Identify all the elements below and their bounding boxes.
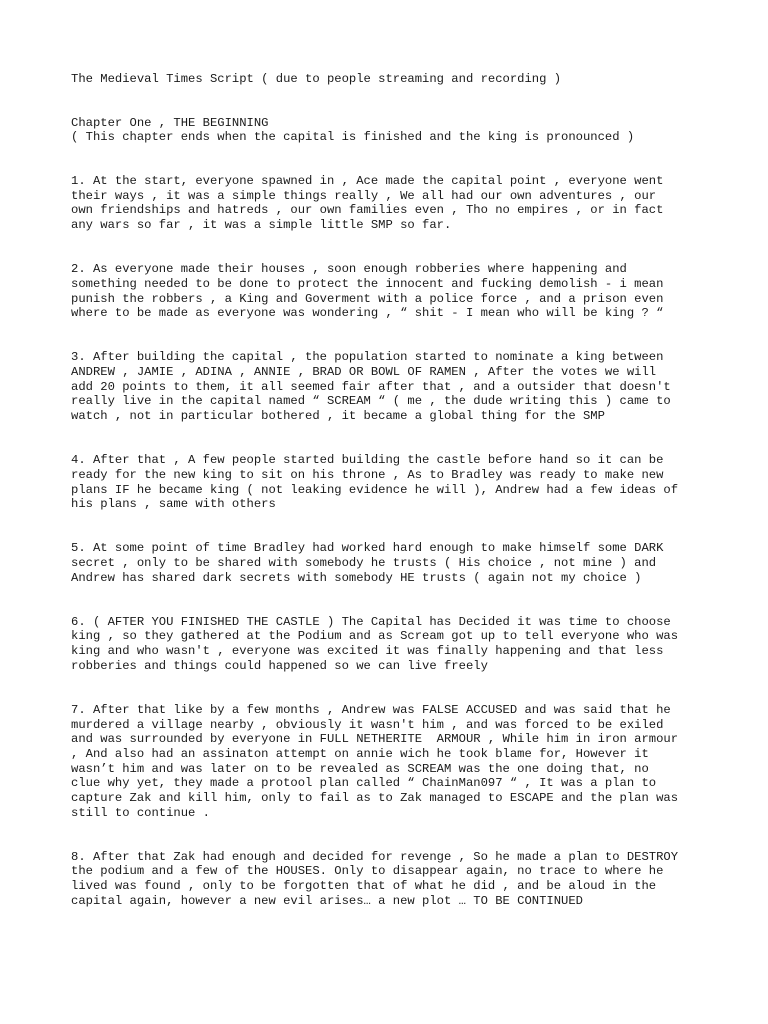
paragraph-line: , And also had an assinaton attempt on annie wich he took blame for, However it: [71, 746, 649, 761]
paragraph-line: punish the robbers , a King and Goverment with a police force , and a prison even: [71, 291, 664, 306]
paragraph-line: robberies and things could happened so we can live freely: [71, 658, 488, 673]
paragraph-line: where to be made as everyone was wondering , “ shit - I mean who will be king ? “: [71, 306, 664, 321]
paragraph-line: 4. After that , A few people started building the castle before hand so it can be: [71, 453, 664, 468]
paragraph-line: 1. At the start, everyone spawned in , Ace made the capital point , everyone went: [71, 174, 664, 189]
paragraph-line: add 20 points to them, it all seemed fair after that , and a outsider that doesn't: [71, 379, 671, 394]
paragraph-4: [71, 453, 711, 512]
paragraph-line: 8. After that Zak had enough and decided for revenge , So he made a plan to DESTROY: [71, 849, 679, 864]
paragraph-line: 3. After building the capital , the population started to nominate a king between: [71, 350, 664, 365]
paragraph-line: own friendships and hatreds , our own families even , Tho no empires , or in fact: [71, 203, 664, 218]
paragraph-line: watch , not in particular bothered , it became a global thing for the SMP: [71, 409, 605, 424]
paragraph-3: [71, 350, 711, 423]
paragraph-line: ready for the new king to sit on his throne , As to Bradley was ready to make new: [71, 467, 664, 482]
chapter-heading: Chapter One , THE BEGINNING: [71, 115, 269, 130]
paragraph-line: his plans , same with others: [71, 497, 276, 512]
paragraph-line: 6. ( AFTER YOU FINISHED THE CASTLE ) The Capital has Decided it was time to choose: [71, 614, 671, 629]
paragraph-line: something needed to be done to protect the innocent and fucking demolish - i mean: [71, 276, 664, 291]
paragraph-5: [71, 541, 711, 585]
paragraph-line: any wars so far , it was a simple little SMP so far.: [71, 218, 452, 233]
paragraph-line: really live in the capital named “ SCREAM “ ( me , the dude writing this ) came to: [71, 394, 671, 409]
paragraph-line: capture Zak and kill him, only to fail as to Zak managed to ESCAPE and the plan was: [71, 791, 679, 806]
document-body: [71, 72, 711, 938]
paragraph-line: and was surrounded by everyone in FULL NETHERITE ARMOUR , While him in iron armour: [71, 732, 679, 747]
chapter-note: ( This chapter ends when the capital is finished and the king is pronounced ): [71, 130, 635, 145]
paragraph-line: plans IF he became king ( not leaking evidence he will ), Andrew had a few ideas of: [71, 482, 679, 497]
paragraph-line: king and who wasn't , everyone was excited it was finally happening and that less: [71, 644, 664, 659]
paragraph-line: wasn’t him and was later on to be revealed as SCREAM was the one doing that, no: [71, 761, 649, 776]
paragraph-line: the podium and a few of the HOUSES. Only to disappear again, no trace to where he: [71, 864, 664, 879]
paragraph-line: 5. At some point of time Bradley had worked hard enough to make himself some DARK: [71, 541, 664, 556]
paragraph-line: 7. After that like by a few months , Andrew was FALSE ACCUSED and was said that he: [71, 702, 671, 717]
paragraph-line: capital again, however a new evil arises… a new plot … TO BE CONTINUED: [71, 893, 583, 908]
paragraph-line: their ways , it was a simple things really , We all had our own adventures , our: [71, 188, 657, 203]
paragraph-line: still to continue .: [71, 805, 210, 820]
paragraph-7: [71, 703, 711, 821]
paragraph-1: [71, 174, 711, 233]
paragraph-line: secret , only to be shared with somebody he trusts ( His choice , not mine ) and: [71, 556, 657, 570]
paragraph-line: murdered a village nearby , obviously it wasn't him , and was forced to be exiled: [71, 717, 664, 732]
chapter-header: [71, 116, 711, 145]
paragraph-line: Andrew has shared dark secrets with somebody HE trusts ( again not my choice ): [71, 570, 642, 585]
paragraph-line: king , so they gathered at the Podium and as Scream got up to tell everyone who was: [71, 629, 679, 644]
paragraph-line: ANDREW , JAMIE , ADINA , ANNIE , BRAD OR BOWL OF RAMEN , After the votes we will: [71, 365, 657, 380]
paragraph-8: [71, 850, 711, 909]
paragraph-6: [71, 615, 711, 674]
document-title: The Medieval Times Script ( due to people streaming and recording ): [71, 72, 562, 86]
paragraph-line: lived was found , only to be forgotten that of what he did , and be aloud in the: [71, 879, 657, 894]
paragraph-2: [71, 262, 711, 321]
paragraph-line: 2. As everyone made their houses , soon enough robberies where happening and: [71, 262, 627, 277]
paragraph-line: clue why yet, they made a protool plan called “ ChainMan097 “ , It was a plan to: [71, 776, 657, 791]
